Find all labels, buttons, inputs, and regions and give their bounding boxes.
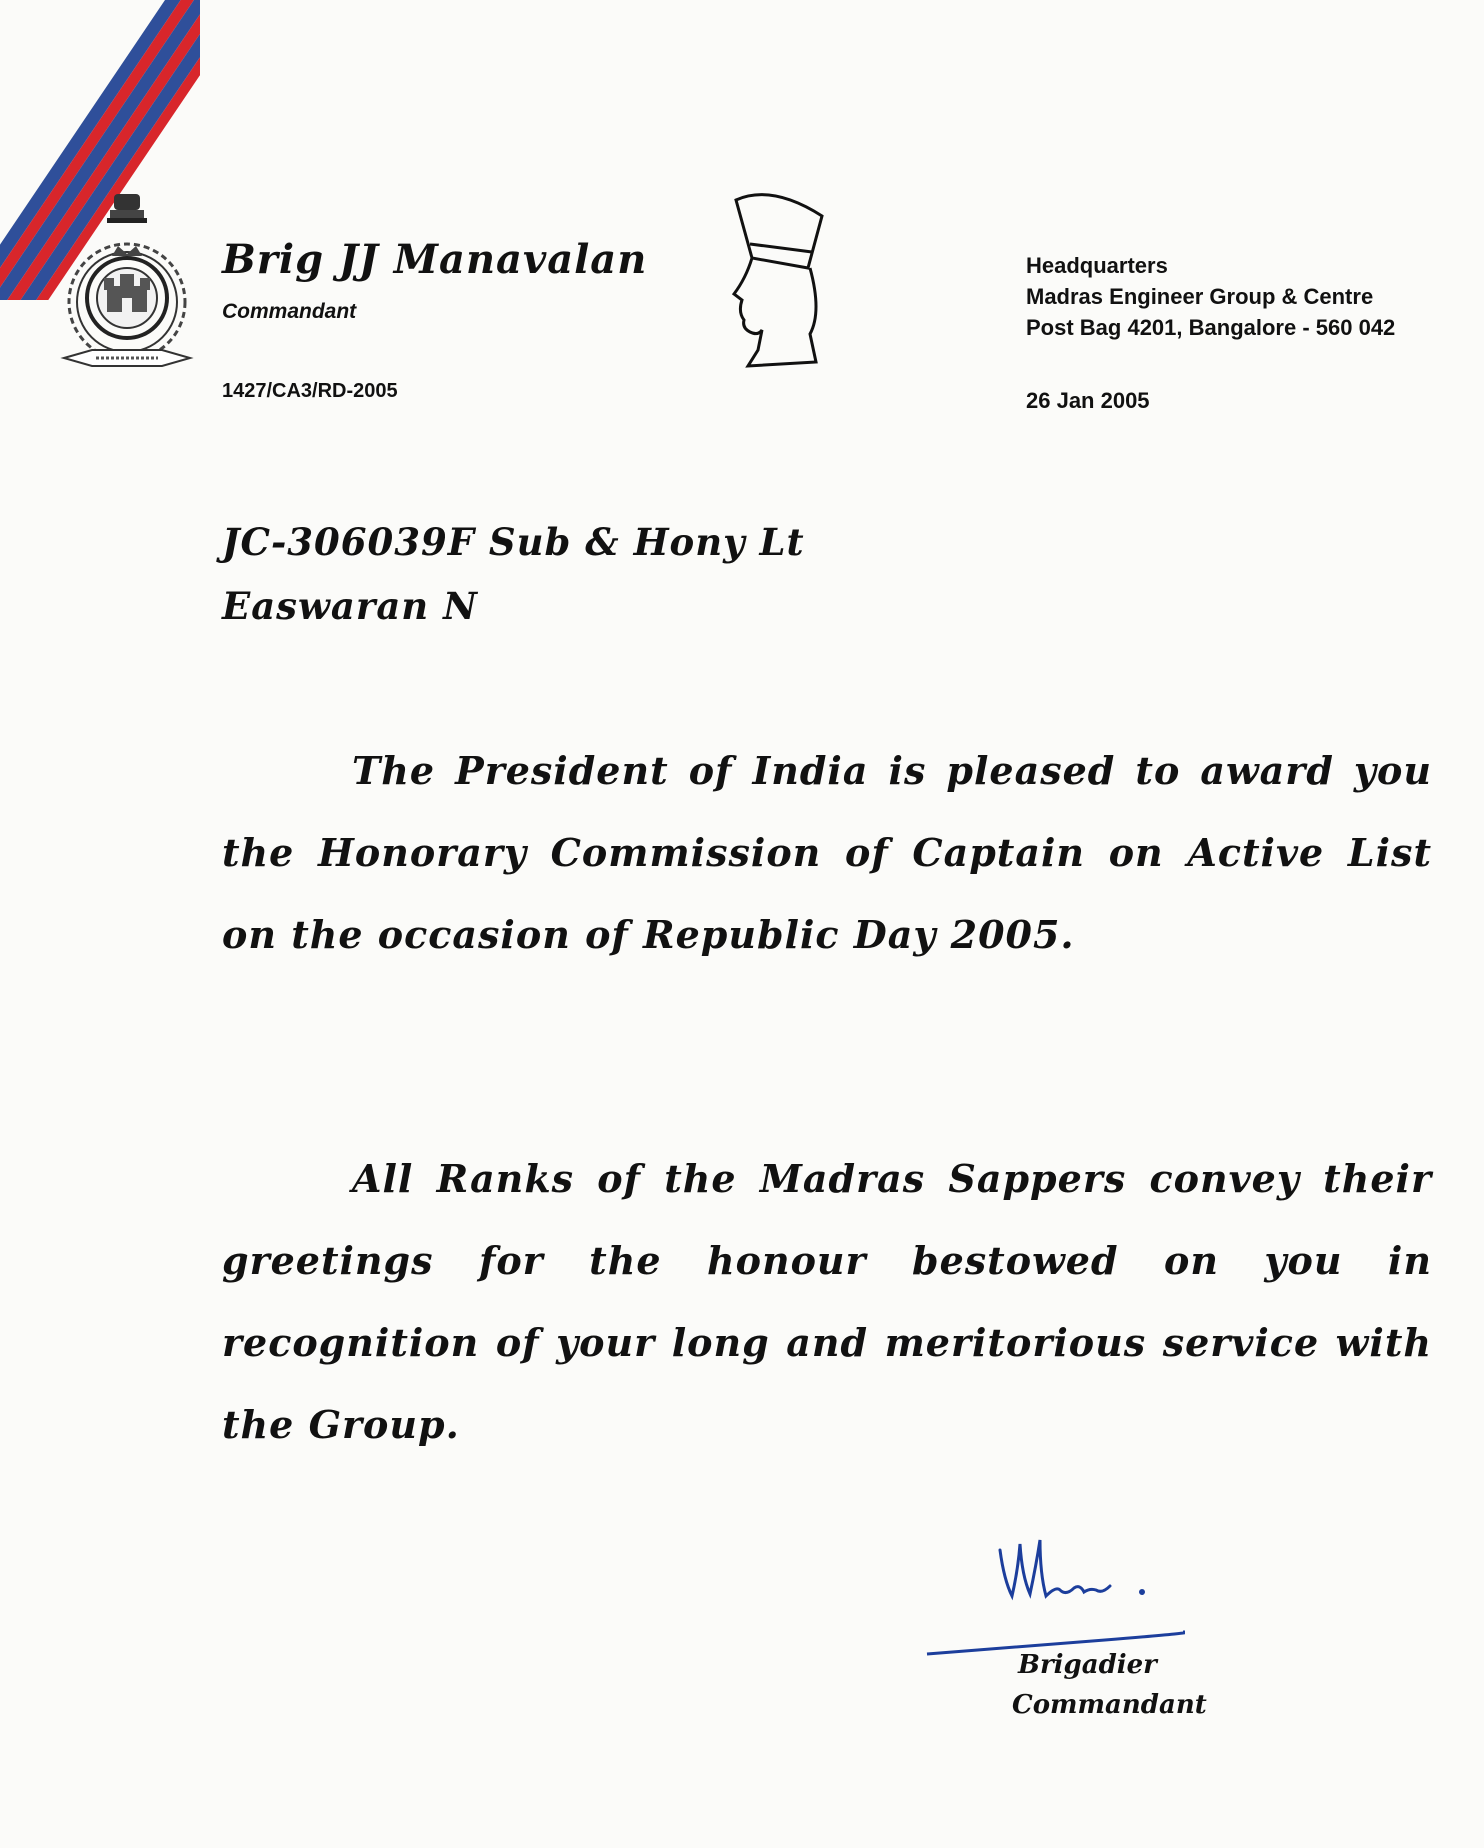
recipient-line-2: Easwaran N (222, 584, 478, 628)
reference-number: 1427/CA3/RD-2005 (222, 380, 398, 402)
address-line-1: Headquarters (1026, 253, 1168, 278)
sender-name: Brig JJ Manavalan (222, 236, 648, 283)
body-paragraph-1: The President of India is pleased to award you the Honorary Commission of Captain on Active List on the occasion of Republic Day 2005. (222, 748, 1432, 957)
letter-date: 26 Jan 2005 (1026, 388, 1150, 413)
signatory-rank: Brigadier (1018, 1650, 1157, 1680)
headquarters-address (1026, 250, 1395, 343)
recipient-block (222, 510, 805, 638)
madras-sappers-crest-icon (52, 190, 202, 380)
handwritten-signature-icon (990, 1530, 1190, 1640)
signatory-title: Commandant (1012, 1690, 1207, 1720)
body-paragraph-2: All Ranks of the Madras Sappers convey their greetings for the honour bestowed on you in recognition of your long and meritorious service with the Group. (222, 1156, 1432, 1447)
sender-title: Commandant (222, 300, 357, 323)
address-line-2: Madras Engineer Group & Centre (1026, 284, 1374, 309)
address-line-3: Post Bag 4201, Bangalore - 560 042 (1026, 315, 1396, 340)
recipient-line-1: JC-306039F Sub & Hony Lt (222, 520, 805, 564)
sapper-profile-icon (712, 182, 840, 372)
